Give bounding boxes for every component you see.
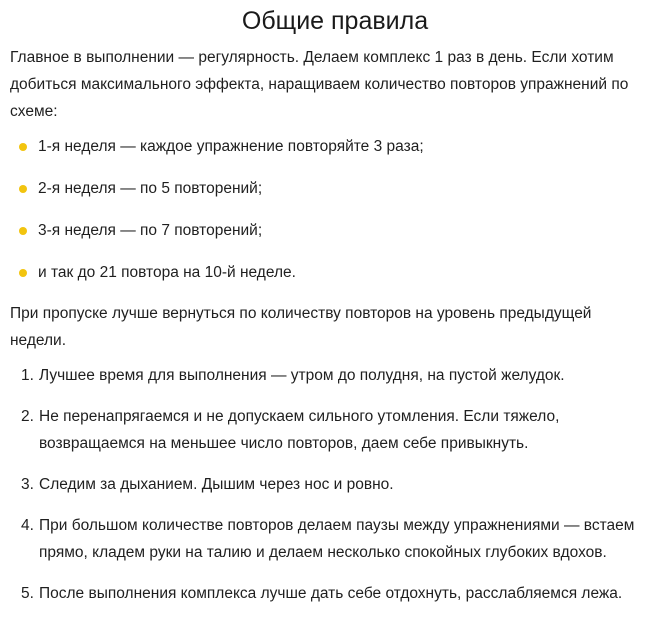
rule-text: Лучшее время для выполнения — утром до полудня, на пустой желудок. [39,367,565,384]
bullet-dot-icon [19,227,27,235]
rule-item [10,362,659,389]
list-item [10,259,660,286]
rule-item [10,580,659,607]
rule-text: Следим за дыханием. Дышим через нос и ровно. [39,476,394,493]
rule-number: 4. [21,517,34,534]
list-item-text: 3-я неделя — по 7 повторений; [38,222,263,239]
list-item [10,175,660,202]
list-item-text: 2-я неделя — по 5 повторений; [38,180,263,197]
rule-number: 2. [21,408,34,425]
list-item [10,217,660,244]
rules-list [10,362,660,607]
rule-item [10,471,659,498]
skip-note-paragraph: При пропуске лучше вернуться по количеству повторов на уровень предыдущей недели. [10,305,592,349]
list-item [10,133,660,160]
rule-number: 1. [21,367,34,384]
bullet-dot-icon [19,269,27,277]
list-item-text: 1-я неделя — каждое упражнение повторяйте 3 раза; [38,138,424,155]
rule-item [10,403,659,457]
weekly-schedule-list [10,133,660,286]
bullet-dot-icon [19,185,27,193]
rule-text: После выполнения комплекса лучше дать себе отдохнуть, расслабляемся лежа. [39,585,623,602]
rule-text: При большом количестве повторов делаем паузы между упражнениями — встаем прямо, кладем руки на талию и делаем несколько спокойных глубоких вдохов. [39,517,635,561]
rule-item [10,512,659,566]
bullet-dot-icon [19,143,27,151]
page-title: Общие правила [241,7,429,35]
list-item-text: и так до 21 повтора на 10-й неделе. [38,264,296,281]
rule-text: Не перенапрягаемся и не допускаем сильного утомления. Если тяжело, возвращаемся на меньшее число повторов, даем себе привыкнуть. [39,408,560,452]
rule-number: 5. [21,585,34,602]
intro-paragraph: Главное в выполнении — регулярность. Делаем комплекс 1 раз в день. Если хотим добиться максимального эффекта, наращиваем количество повторов упражнений по схеме: [10,49,629,120]
rule-number: 3. [21,476,34,493]
